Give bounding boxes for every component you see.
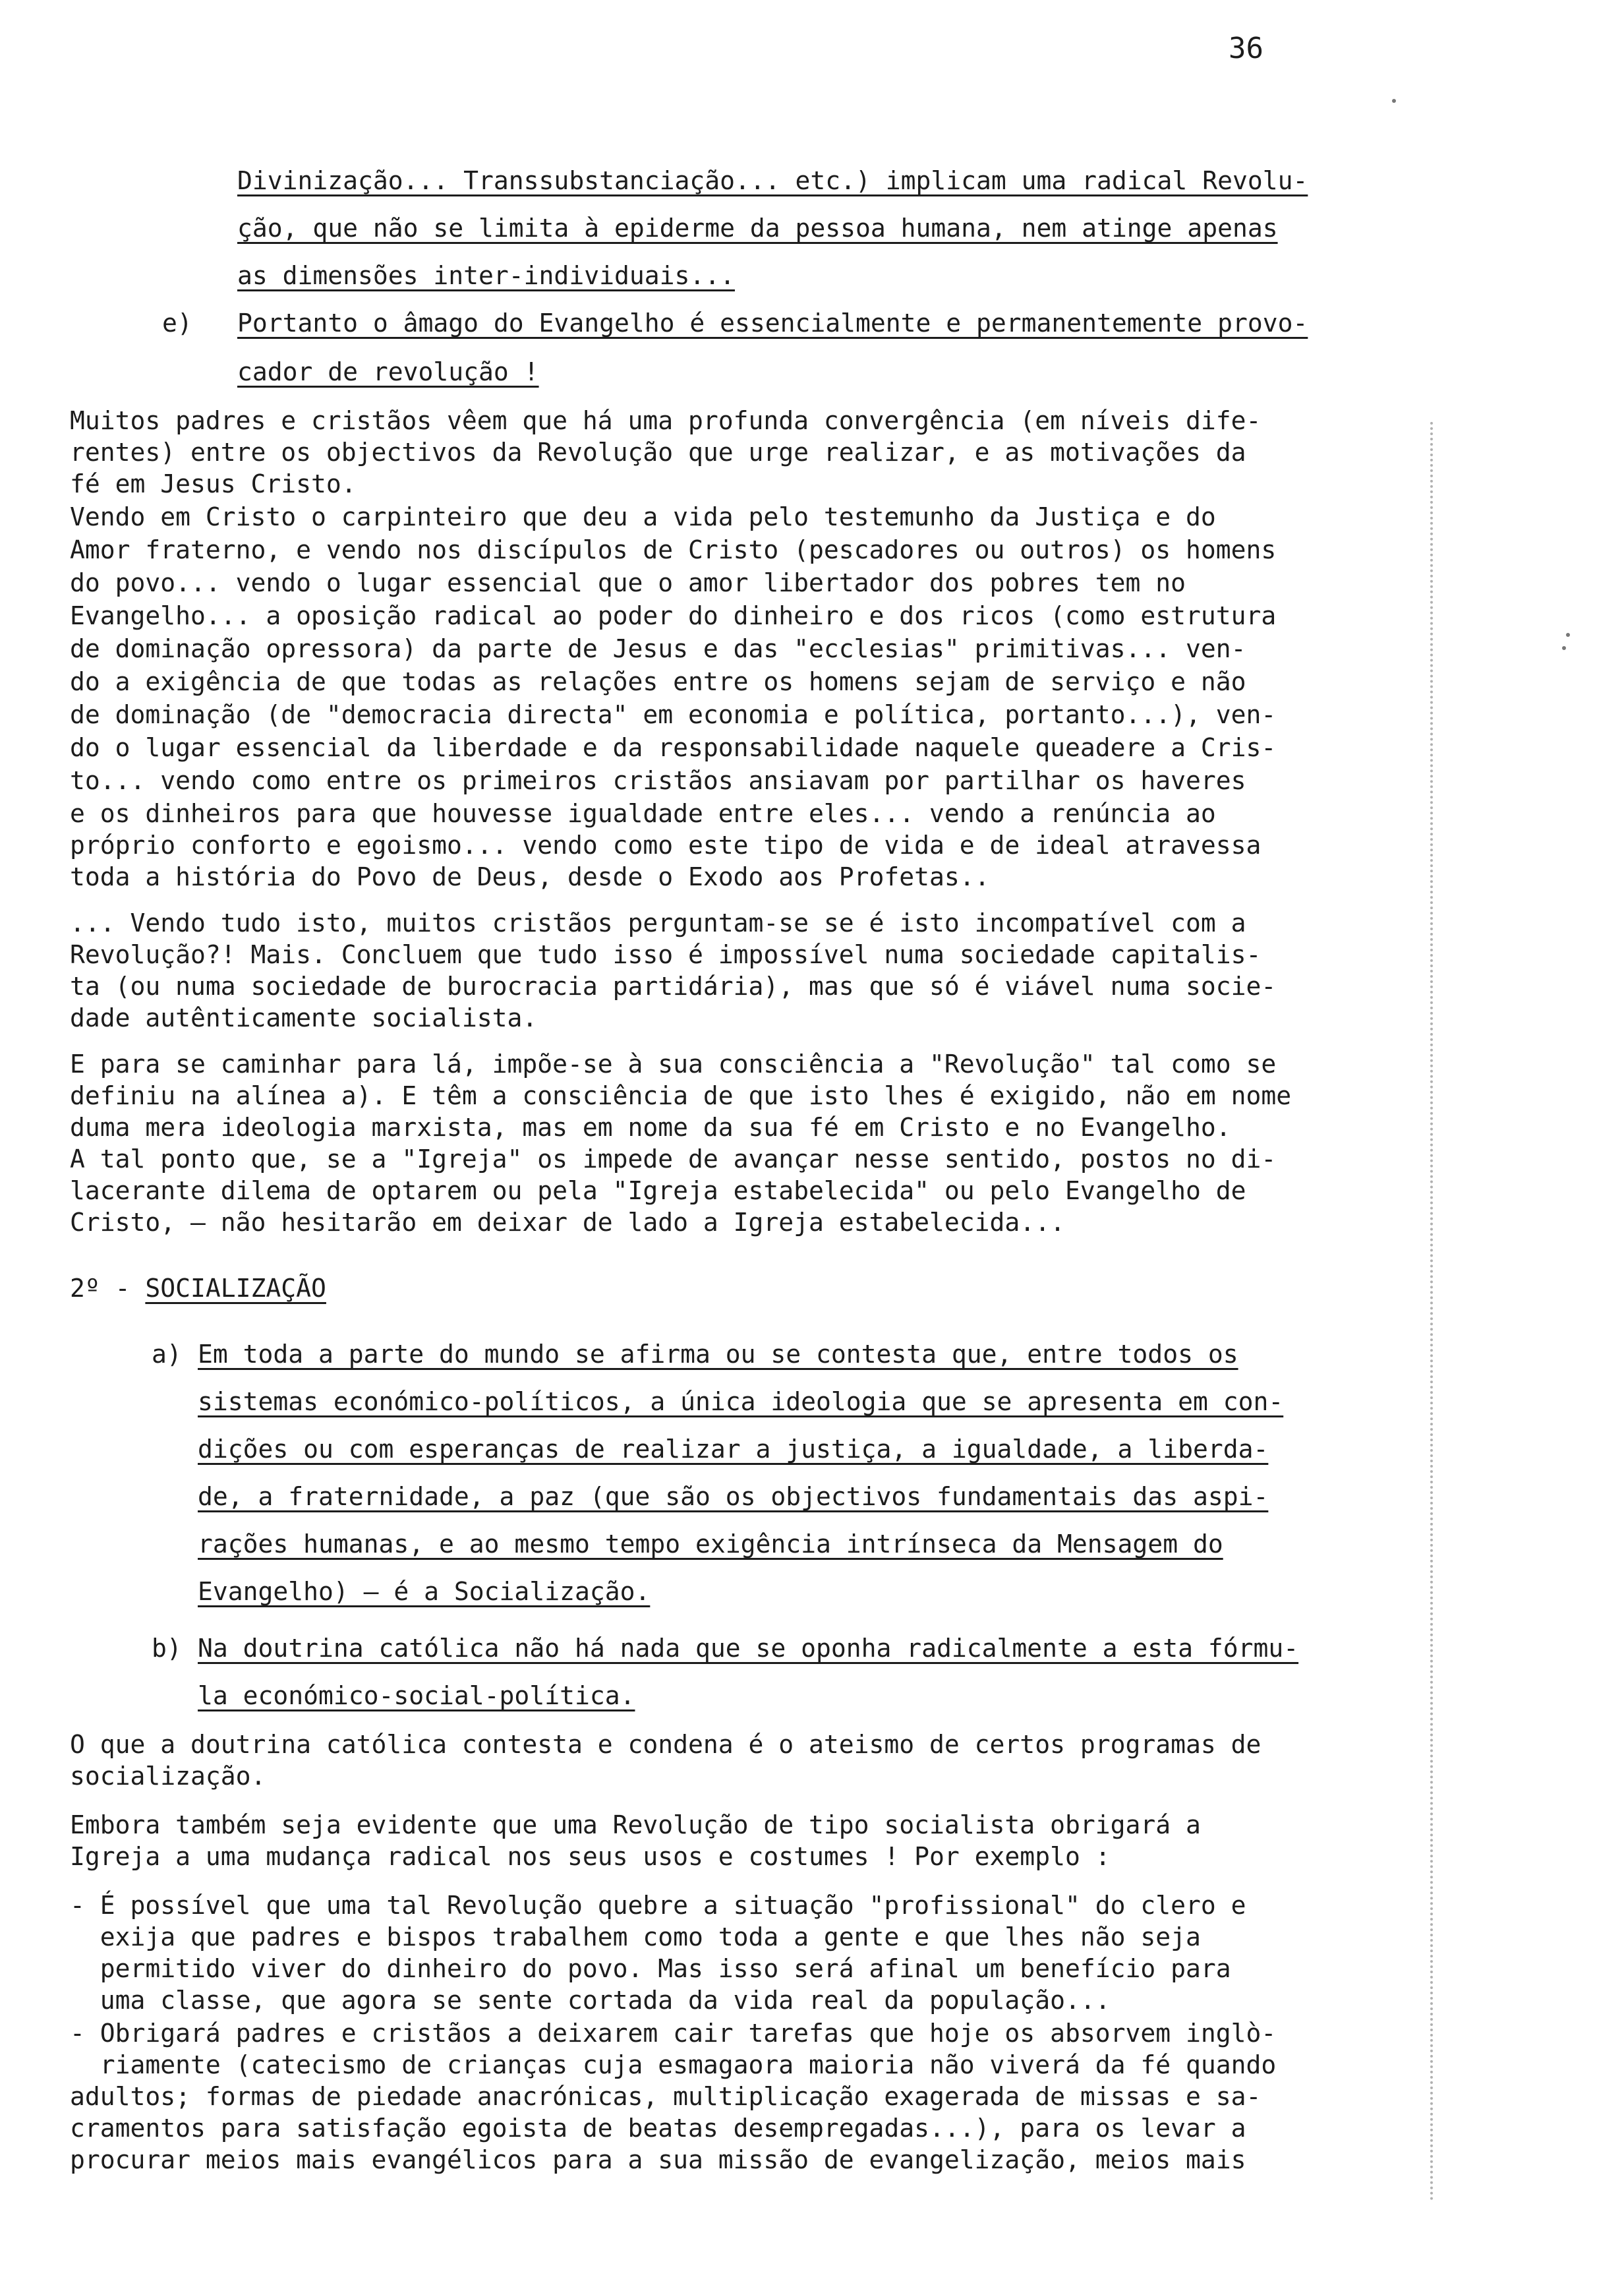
text-line: toda a história do Povo de Deus, desde o Exodo aos Profetas.. (70, 862, 990, 891)
text-line: A tal ponto que, se a "Igreja" os impede de avançar nesse sentido, postos no di- (70, 1144, 1277, 1174)
text-line: fé em Jesus Cristo. (70, 469, 357, 498)
text-line: definiu na alínea a). E têm a consciência de que isto lhes é exigido, não em nome (70, 1081, 1292, 1110)
item-label: b) (152, 1634, 182, 1663)
text-line: Vendo em Cristo o carpinteiro que deu a vida pelo testemunho da Justiça e do (70, 502, 1216, 531)
text-line: duma mera ideologia marxista, mas em nome da sua fé em Cristo e no Evangelho. (70, 1113, 1231, 1142)
text-line: do o lugar essencial da liberdade e da responsabilidade naquele queadere a Cris- (70, 733, 1277, 762)
text-line: O que a doutrina católica contesta e condena é o ateismo de certos programas de (70, 1730, 1262, 1759)
text-line: ... Vendo tudo isto, muitos cristãos perguntam-se se é isto incompatível com a (70, 908, 1246, 937)
item-label: e) (162, 309, 192, 338)
text-line: Igreja a uma mudança radical nos seus usos e costumes ! Por exemplo : (70, 1842, 1111, 1871)
text-line: to... vendo como entre os primeiros cristãos ansiavam por partilhar os haveres (70, 766, 1246, 795)
text-line: do a exigência de que todas as relações entre os homens sejam de serviço e não (70, 667, 1246, 696)
text-line: riamente (catecismo de crianças cuja esmagaora maioria não viverá da fé quando (70, 2050, 1277, 2079)
text-line: Na doutrina católica não há nada que se oponha radicalmente a esta fórmu- (198, 1634, 1299, 1663)
text-line: dade autênticamente socialista. (70, 1003, 538, 1032)
text-line: - Obrigará padres e cristãos a deixarem cair tarefas que hoje os absorvem inglò- (70, 2019, 1277, 2048)
text-line: e os dinheiros para que houvesse igualdade entre eles... vendo a renúncia ao (70, 799, 1216, 828)
text-line: E para se caminhar para lá, impõe-se à sua consciência a "Revolução" tal como se (70, 1050, 1277, 1079)
text-line: dições ou com esperanças de realizar a justiça, a igualdade, a liberda- (198, 1435, 1269, 1464)
section-heading (70, 1272, 1414, 1304)
text-line: de dominação (de "democracia directa" em economia e política, portanto...), ven- (70, 700, 1277, 729)
text-line: sistemas económico-políticos, a única ideologia que se apresenta em con- (198, 1387, 1284, 1416)
text-line: as dimensões inter-individuais... (237, 261, 735, 290)
text-line: ta (ou numa sociedade de burocracia partidária), mas que só é viável numa socie- (70, 972, 1277, 1001)
text-line: Evangelho... a oposição radical ao poder do dinheiro e dos ricos (como estrutura (70, 601, 1277, 630)
text-line: Revolução?! Mais. Concluem que tudo isso é impossível numa sociedade capitalis- (70, 940, 1262, 969)
text-line: procurar meios mais evangélicos para a sua missão de evangelização, meios mais (70, 2145, 1246, 2174)
text-line: de, a fraternidade, a paz (que são os objectivos fundamentais das aspi- (198, 1482, 1269, 1511)
section-number: 2º - (70, 1274, 146, 1303)
text-line: - É possível que uma tal Revolução quebre a situação "profissional" do clero e (70, 1891, 1246, 1920)
text-line: la económico-social-política. (198, 1681, 635, 1710)
text-line: próprio conforto e egoismo... vendo como este tipo de vida e de ideal atravessa (70, 831, 1262, 860)
scan-speck (1392, 99, 1396, 103)
text-line: Evangelho) — é a Socialização. (198, 1577, 651, 1606)
text-line: ção, que não se limita à epiderme da pessoa humana, nem atinge apenas (237, 214, 1278, 243)
text-line: Divinização... Transsubstanciação... etc.) implicam uma radical Revolu- (237, 166, 1308, 195)
text-line: Embora também seja evidente que uma Revolução de tipo socialista obrigará a (70, 1810, 1201, 1839)
text-line: cador de revolução ! (237, 357, 539, 386)
text-line: exija que padres e bispos trabalhem como toda a gente e que lhes não seja (70, 1922, 1201, 1951)
text-line: do povo... vendo o lugar essencial que o amor libertador dos pobres tem no (70, 568, 1186, 597)
text-line: uma classe, que agora se sente cortada da vida real da população... (70, 1986, 1111, 2015)
text-line: cramentos para satisfação egoista de beatas desempregadas...), para os levar a (70, 2114, 1246, 2143)
text-line: Portanto o âmago do Evangelho é essencialmente e permanentemente provo- (237, 309, 1308, 338)
text-line: socialização. (70, 1762, 266, 1791)
item-label: a) (152, 1340, 182, 1369)
text-line: de dominação opressora) da parte de Jesus e das "ecclesias" primitivas... ven- (70, 634, 1246, 663)
text-line: lacerante dilema de optarem ou pela "Igreja estabelecida" ou pelo Evangelho de (70, 1176, 1246, 1205)
margin-dotted-line (1430, 422, 1433, 2202)
text-line: Em toda a parte do mundo se afirma ou se contesta que, entre todos os (198, 1340, 1238, 1369)
page-number: 36 (1229, 32, 1263, 65)
text-line: permitido viver do dinheiro do povo. Mas isso será afinal um benefício para (70, 1954, 1231, 1983)
text-line: rações humanas, e ao mesmo tempo exigência intrínseca da Mensagem do (198, 1530, 1223, 1559)
section-title: SOCIALIZAÇÃO (145, 1274, 326, 1303)
text-line: Amor fraterno, e vendo nos discípulos de Cristo (pescadores ou outros) os homens (70, 535, 1277, 564)
scan-speck (1562, 646, 1566, 650)
scan-speck (1566, 633, 1570, 637)
text-line: Muitos padres e cristãos vêem que há uma profunda convergência (em níveis dife- (70, 406, 1262, 435)
text-line: rentes) entre os objectivos da Revolução que urge realizar, e as motivações da (70, 438, 1246, 467)
text-line: adultos; formas de piedade anacrónicas, multiplicação exagerada de missas e sa- (70, 2082, 1262, 2111)
text-line: Cristo, — não hesitarão em deixar de lado a Igreja estabelecida... (70, 1208, 1065, 1237)
